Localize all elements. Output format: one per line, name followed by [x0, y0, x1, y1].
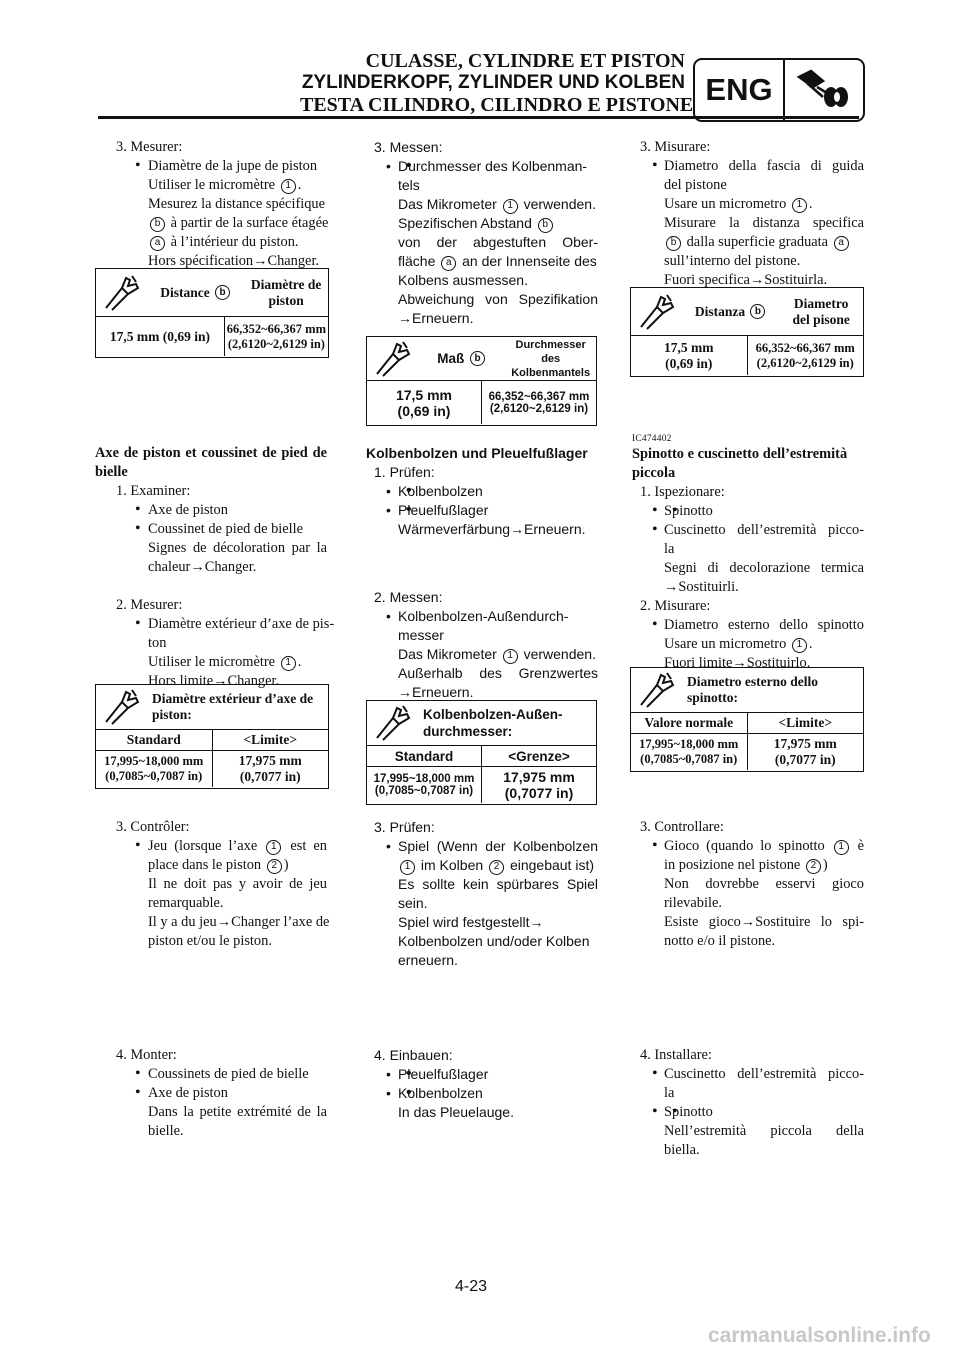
text-line: del pistone: [664, 177, 727, 193]
list-item: • • Pleuelfußlager: [366, 1065, 598, 1084]
list-item: • Axe de piston: [95, 501, 327, 520]
spec-table-skirt-de: [366, 336, 597, 426]
text-line: Segni di decolorazione termica: [664, 560, 864, 576]
column-de-pin: [366, 444, 598, 539]
table-header-diameter: Durchmesser des Kolbenmantels: [511, 338, 591, 379]
list-item: • Diametro della fascia di guida: [652, 157, 864, 174]
table-col-limit: <Limite>: [747, 713, 864, 733]
spec-table-pin-de: [366, 700, 597, 805]
step-label: 3. Controllare:: [640, 819, 724, 835]
spec-table-pin-fr: [95, 684, 329, 789]
text-line: Utiliser le micromètre 1 .: [148, 654, 302, 670]
list-item: • Spiel (Wenn der Kolbenbolzen: [386, 838, 598, 854]
column-fr-install: [95, 1046, 327, 1141]
text-line: Nell’estremità piccola della: [664, 1123, 864, 1139]
table-cell: 17,5 mm (0,69 in): [664, 339, 714, 371]
text-line: Das Mikrometer 1 verwenden.: [398, 196, 596, 212]
text-line: Spezifischen Abstand b: [366, 214, 598, 233]
table-cell: 17,5 mm (0,69 in): [109, 328, 210, 344]
text-line: Fuori limite→Sostituirlo.: [664, 655, 811, 671]
section-badge: [693, 58, 865, 122]
list-item: • • Spinotto: [632, 502, 864, 521]
wrench-spec-icon: [367, 701, 419, 745]
table-header-distance: Distance b: [148, 269, 244, 316]
table-col-standard: Standard: [126, 732, 181, 747]
text-line: 1 im Kolben 2 eingebaut ist): [366, 856, 598, 875]
column-de-install: [366, 1046, 598, 1122]
text-line: sein.: [398, 895, 428, 911]
column-de: [366, 138, 598, 328]
wrench-spec-icon: [631, 668, 683, 712]
text-line: Wärmeverfärbung→Erneuern.: [398, 521, 586, 537]
text-line: messer: [398, 627, 444, 643]
list-item: • Diametro esterno dello spinotto: [652, 616, 864, 633]
wrench-spec-icon: [367, 337, 419, 380]
text-line: piston et/ou le piston.: [148, 933, 272, 949]
table-header-diameter: Diamètre de piston: [250, 276, 322, 308]
text-line: Kolbens ausmessen.: [398, 272, 528, 288]
step-label: 1. Examiner:: [116, 483, 191, 499]
table-col-limit: <Grenze>: [481, 746, 596, 766]
section-title: bielle: [95, 464, 128, 480]
list-item: • Jeu (lorsque l’axe 1 est en: [135, 837, 327, 854]
text-line: erneuern.: [398, 952, 458, 968]
column-de-check: [366, 818, 598, 970]
text-line: Usare un micrometro 1 .: [664, 196, 813, 212]
text-line: biella.: [664, 1142, 700, 1158]
table-cell: 17,975 mm (0,7077 in): [212, 751, 329, 787]
text-line: chaleur→Changer.: [148, 559, 257, 575]
text-line: Dans la petite extrémité de la: [148, 1104, 327, 1120]
text-line: →Sostituirli.: [664, 579, 739, 595]
section-title: Spinotto e cuscinetto dell’estremità: [632, 446, 848, 462]
text-line: In das Pleuelauge.: [398, 1104, 514, 1120]
section-badge-label: ENG: [695, 60, 785, 120]
text-line: la: [664, 541, 675, 557]
table-header: Kolbenbolzen-Außen- durchmesser:: [423, 707, 563, 739]
table-cell: 17,975 mm (0,7077 in): [481, 767, 596, 803]
page-header: [300, 50, 694, 116]
column-fr-pin: [95, 444, 335, 691]
text-line: Kolbenbolzen und/oder Kolben: [398, 933, 590, 949]
step-label: 3. Misurare:: [640, 139, 711, 155]
text-line: →Erneuern.: [398, 310, 474, 326]
text-line: tels: [398, 177, 420, 193]
callout-b: b: [150, 217, 165, 232]
table-header: Diamètre extérieur d’axe de piston:: [152, 691, 314, 722]
text-line: Hors limite→Changer.: [148, 673, 280, 689]
text-line: Il ne doit pas y avoir de jeu: [148, 876, 327, 892]
column-de-measure: [366, 588, 598, 702]
table-col-standard: Standard: [394, 748, 454, 764]
text-line: la: [664, 1085, 675, 1101]
table-cell: 17,995~18,000 mm (0,7085~0,7087 in): [639, 737, 739, 766]
column-it-pin: [632, 433, 864, 673]
wrench-spec-icon: [631, 288, 683, 335]
text-line: sull’interno del pistone.: [664, 253, 801, 269]
list-item: • • Pleuelfußlager: [366, 501, 598, 520]
text-line: b dalla superficie graduata a: [632, 233, 864, 252]
section-title: Kolbenbolzen und Pleuelfußlager: [366, 445, 588, 461]
list-item: • Diamètre extérieur d’axe de pis-: [95, 615, 327, 634]
list-item: • • Kolbenbolzen: [366, 482, 598, 501]
text-line: Usare un micrometro 1 .: [664, 636, 813, 652]
header-title-fr: CULASSE, CYLINDRE ET PISTON: [365, 50, 685, 72]
spec-table-skirt-it: [630, 287, 864, 377]
list-item: • • Spinotto: [632, 1103, 864, 1122]
step-label: 2. Mesurer:: [116, 597, 183, 613]
text-line: Spiel wird festgestellt→: [398, 914, 544, 930]
text-line: ton: [148, 635, 167, 651]
list-item: • Kolbenbolzen-Außendurch-: [386, 608, 569, 624]
table-header-distance: Maß b: [419, 337, 505, 380]
text-line: a à l’intérieur du piston.: [95, 233, 327, 252]
column-fr: [95, 138, 327, 271]
step-label: 1. Ispezionare:: [640, 484, 725, 500]
text-line: Fuori specifica→Sostituirla.: [664, 272, 828, 288]
callout-1: 1: [281, 179, 296, 194]
step-label: 4. Installare:: [640, 1047, 712, 1063]
spec-table-skirt-fr: [95, 268, 329, 358]
page-number: 4-23: [455, 1278, 488, 1295]
list-item: • Gioco (quando lo spinotto 1 è: [652, 837, 865, 854]
step-label: 4. Einbauen:: [374, 1047, 453, 1063]
table-header-distance: Distanza b: [683, 288, 779, 335]
text-line: Mesurez la distance spécifique: [148, 196, 326, 212]
table-cell: 17,5 mm (0,69 in): [395, 386, 453, 419]
text-line: place dans le piston 2 ): [148, 857, 289, 873]
text-line: Außerhalb des Grenzwertes: [398, 665, 598, 681]
text-line: Signes de décoloration par la: [148, 540, 327, 556]
text-line: rilevabile.: [664, 895, 722, 911]
text-line: in posizione nel pistone 2 ): [664, 857, 828, 873]
table-cell: 66,352~66,367 mm (2,6120~2,6129 in): [481, 381, 596, 424]
step-label: 2. Messen:: [374, 589, 443, 605]
column-it-check: [632, 818, 864, 951]
section-title: Axe de piston et coussinet de pied de: [95, 445, 327, 461]
text-line: Utiliser le micromètre 1 .: [148, 177, 302, 193]
step-label: 4. Monter:: [116, 1047, 177, 1063]
text-line: fläche a an der Innenseite des: [398, 253, 597, 269]
text-line: Das Mikrometer 1 verwenden.: [398, 646, 596, 662]
table-col-limit: <Limite>: [212, 730, 329, 750]
section-title: piccola: [632, 465, 676, 481]
text-line: notto e/o il pistone.: [664, 933, 776, 949]
step-label: 3. Mesurer:: [116, 139, 183, 155]
list-item: • Cuscinetto dell’estremità picco-: [652, 1065, 864, 1082]
step-label: 3. Messen:: [374, 139, 443, 155]
list-item: • Coussinet de pied de bielle: [95, 520, 327, 539]
column-it-install: [632, 1046, 864, 1160]
wrench-spec-icon: [96, 269, 148, 316]
table-cell: 17,995~18,000 mm (0,7085~0,7087 in): [373, 773, 475, 797]
step-label: 2. Misurare:: [640, 598, 711, 614]
callout-a: a: [150, 236, 165, 251]
spec-table-pin-it: [630, 667, 864, 772]
table-header: Diametro esterno dello spinotto:: [687, 674, 818, 705]
text-line: b à partir de la surface étagée: [95, 214, 327, 233]
list-item: • Axe de piston: [95, 1084, 327, 1103]
list-item: • • Kolbenbolzen: [366, 1084, 598, 1103]
table-cell: 66,352~66,367 mm (2,6120~2,6129 in): [224, 317, 328, 356]
table-cell: 17,995~18,000 mm (0,7085~0,7087 in): [104, 754, 204, 783]
text-line: Misurare la distanza specifica: [664, 215, 864, 231]
header-title-de: ZYLINDERKOPF, ZYLINDER UND KOLBEN: [301, 72, 685, 93]
list-item: • • Durchmesser des Kolbenman-: [366, 157, 598, 176]
table-col-standard: Valore normale: [644, 715, 734, 730]
reference-code: IC474402: [632, 434, 672, 444]
text-line: Hors spécification→Changer.: [148, 253, 320, 269]
text-line: →Erneuern.: [398, 684, 474, 700]
watermark: carmanualsonline.info: [708, 1324, 931, 1347]
step-label: 3. Prüfen:: [374, 819, 435, 835]
list-item: • Diamètre de la jupe de piston: [95, 157, 327, 176]
text-line: von der abgestuften Ober-: [398, 234, 598, 250]
engine-icon: [785, 60, 863, 120]
text-line: Il y a du jeu→Changer l’axe de: [148, 914, 330, 930]
text-line: Esiste gioco→Sostituire lo spi-: [664, 914, 864, 930]
text-line: Non dovrebbe esservi gioco: [664, 876, 864, 892]
header-title-it: TESTA CILINDRO, CILINDRO E PISTONE: [300, 94, 694, 116]
table-cell: 66,352~66,367 mm (2,6120~2,6129 in): [747, 336, 864, 375]
list-item: • Coussinets de pied de bielle: [95, 1065, 327, 1084]
table-header-diameter: Diametro del pisone: [792, 295, 850, 327]
column-fr-check: [95, 818, 330, 951]
step-label: 3. Contrôler:: [116, 819, 190, 835]
text-line: Abweichung von Spezifikation: [398, 291, 598, 307]
text-line: bielle.: [148, 1123, 184, 1139]
text-line: remarquable.: [148, 895, 224, 911]
text-line: Es sollte kein spürbares Spiel: [398, 876, 598, 892]
table-cell: 17,975 mm (0,7077 in): [747, 734, 864, 770]
column-it: [632, 138, 864, 290]
step-label: 1. Prüfen:: [374, 464, 435, 480]
list-item: • Cuscinetto dell’estremità picco-: [652, 521, 864, 538]
wrench-spec-icon: [96, 685, 148, 729]
